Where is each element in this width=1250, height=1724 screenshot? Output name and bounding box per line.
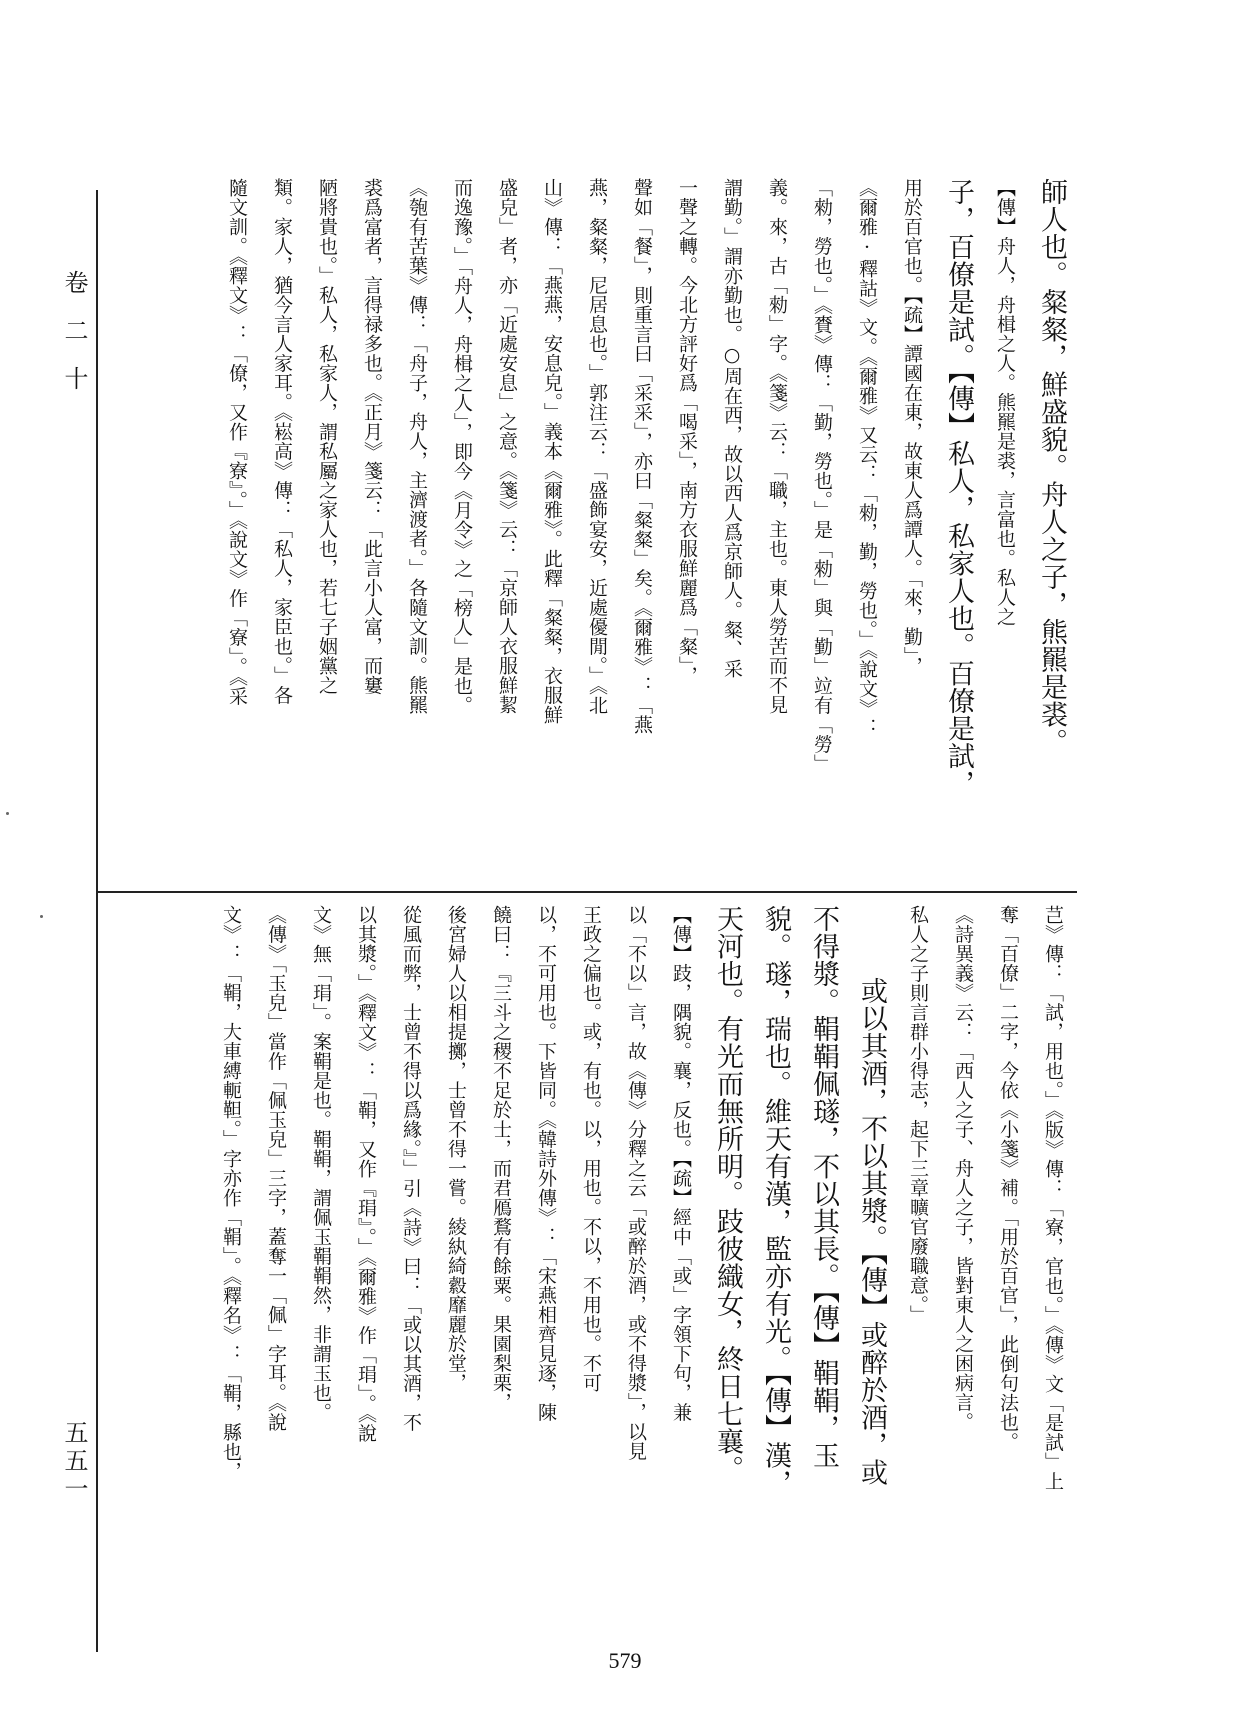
text-column: 義。來，古「勑」字。《箋》云：「職，主也。東人勞苦而不見 xyxy=(766,178,788,715)
text-column: 奪「百僚」二字，今依《小箋》補。「用於百官」，此倒句法也。 xyxy=(997,905,1019,1452)
text-column: 王政之偏也。或，有也。以，用也。不以，不用也。不可 xyxy=(580,905,602,1393)
text-column: 《爾雅·釋詁》文。《爾雅》又云：「勑，勤，勞也。」《說文》： xyxy=(856,178,878,738)
text-column: 而逸豫。」「舟人，舟楫之人」，即今《月令》之「榜人」是也。 xyxy=(451,178,473,715)
text-column: 從風而弊，士曾不得以爲緣。』」引《詩》曰：「或以其酒，不 xyxy=(400,905,422,1432)
text-column: 陋將貴也。」私人，私家人，謂私屬之家人也，若七子姻黨之 xyxy=(316,178,338,695)
margin-page-label: 五五一 xyxy=(60,1420,88,1504)
text-column: 《傳》「玉皃」當作「佩玉皃」三字，蓋奪一「佩」字耳。《說 xyxy=(265,905,287,1432)
page-number: 579 xyxy=(608,1648,642,1673)
scan-speck xyxy=(6,812,9,815)
text-column: 芑》傳：「試，用也。」《版》傳：「寮，官也。」《傳》文「是試」上 xyxy=(1042,905,1064,1491)
text-column: 燕，粲粲，尼居息也。」郭注云：「盛飾宴安，近處優閒。」《北 xyxy=(586,178,608,715)
text-column: 貌。璲，瑞也。維天有漢，監亦有光。【傳】漢， xyxy=(760,905,791,1497)
text-column: 用於百官也。【疏】譚國在東，故東人爲譚人。「來，勤」， xyxy=(901,178,923,676)
text-column: 以其漿。」《釋文》：「鞙，又作『琄』。」《爾雅》作「琄」。《說 xyxy=(355,905,377,1443)
text-column: 師人也。粲粲，鮮盛貌。舟人之子，熊羆是裘。 xyxy=(1036,178,1067,756)
text-column: 裘爲富者，言得禄多也。《正月》箋云：「此言小人富，而窶 xyxy=(361,178,383,695)
text-column: 私人之子則言群小得志，起下三章曠官廢職意。」 xyxy=(907,905,929,1325)
text-column: 一聲之轉。今北方評好爲「喝采」，南方衣服鮮麗爲「粲」， xyxy=(676,178,698,686)
text-column: 聲如「餐」，則重言曰「采采」，亦曰「粲粲」矣。《爾雅》：「燕 xyxy=(631,178,653,735)
text-column: 山》傳：「燕燕，安息皃。」義本《爾雅》。此釋「粲粲，衣服鮮 xyxy=(541,178,563,725)
text-column: 【傳】跂，隅貌。襄，反也。【疏】經中「或」字領下句，兼 xyxy=(670,905,692,1422)
text-column: 「勑，勞也。」《賚》傳：「勤，勞也。」是「勑」與「勤」竝有「勞」 xyxy=(811,178,833,774)
scan-speck xyxy=(40,915,43,918)
text-column: 子，百僚是試。【傳】私人，私家人也。百僚是試， xyxy=(943,178,974,797)
text-column: 不得漿。鞙鞙佩璲，不以其長。【傳】鞙鞙，玉 xyxy=(808,905,839,1469)
text-column: 或以其酒，不以其漿。【傳】或醉於酒，或 xyxy=(856,977,887,1486)
text-column: 後宮婦人以相提擲，士曾不得一嘗。綾紈綺縠靡麗於堂， xyxy=(445,905,467,1393)
text-column: 饒曰：『三斗之稷不足於士，而君鴈鶩有餘粟。果園梨栗， xyxy=(490,905,512,1412)
text-column: 【傳】舟人，舟楫之人。熊羆是裘，言富也。私人之 xyxy=(994,178,1016,627)
text-column: 類。家人，猶今言人家耳。《崧高》傳：「私人，家臣也。」各 xyxy=(271,178,293,705)
text-column: 謂勤。」謂亦勤也。○周在西，故以西人爲京師人。粲、采 xyxy=(721,178,743,679)
volume-label: 卷二十 xyxy=(60,270,88,414)
text-column: 文》：「鞙，大車縛軛靼。」字亦作「鞙」。《釋名》：「鞙，縣也， xyxy=(220,905,242,1481)
upper-text-block xyxy=(95,178,1075,868)
text-column: 以「不以」言，故《傳》分釋之云「或醉於酒，或不得漿」，以見 xyxy=(625,905,647,1461)
text-column: 天河也。有光而無所明。跂彼織女，終日七襄。 xyxy=(712,905,743,1483)
text-column: 隨文訓。《釋文》：「僚，又作『寮』。」《說文》作「寮」。《采 xyxy=(226,178,248,706)
text-column: 以，不可用也。下皆同。《韓詩外傳》：「宋燕相齊見逐，陳 xyxy=(535,905,557,1422)
text-column: 《匏有苦葉》傳：「舟子，舟人，主濟渡者。」各隨文訓。熊羆 xyxy=(406,178,428,715)
text-column: 盛皃」者，亦「近處安息」之意。《箋》云：「京師人衣服鮮絜 xyxy=(496,178,518,715)
text-column: 《詩異義》云：「西人之子、舟人之子，皆對東人之困病言。 xyxy=(952,905,974,1432)
text-column: 文》無「琄」。案鞙是也。鞙鞙，謂佩玉鞙鞙然，非謂玉也。 xyxy=(310,905,332,1422)
lower-text-block xyxy=(95,905,1075,1645)
section-divider xyxy=(97,891,1077,893)
